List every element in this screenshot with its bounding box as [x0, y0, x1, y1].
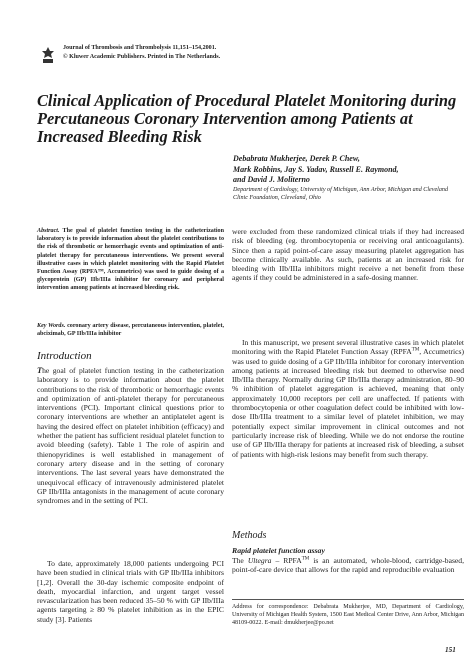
trademark-sup: TM [411, 347, 420, 353]
kluwer-logo-icon [40, 46, 56, 64]
intro-paragraph-2: To date, approximately 18,000 patients undergoing PCI have been studied in clinical trials with GP IIb/IIIa inhibitors [1,2]. Overall the 30-day ischemic composite endpoint of death, myocardial infarction, and urgent target vessel revascularization has been reduced 35–50 % with GP IIb/IIIa agents targeting ≥ 80 % platelet inhibition as in the EPIC study [3]. Patients [37, 559, 224, 624]
right-paragraph-3 [232, 556, 464, 575]
p3-text-b: – RPFA [271, 556, 302, 565]
author-line: Debabrata Mukherjee, Derek P. Chew, [233, 154, 360, 163]
intro-paragraph-1-text: he goal of platelet function testing in the catheterization laboratory is to provide information about the platelet contributions to the risk of thrombotic or hemorrhagic events and optimization of anti-platelet therapy for percutaneous interventions (PCI). Important clinical questions prior to coronary interventions are whether an antiplatelet agent is having the desired effect on platelet inhibition (efficacy) and whether the patient has sufficient residual platelet function to avoid bleeding (safety). Table 1 The role of aspirin and thienopyridines is well established in management of coronary artery disease and in the setting of coronary interventions. The last several years have demonstrated the unequivocal efficacy of intravenously administered platelet GP IIb/IIIa antagonists in the management of acute coronary syndromes and in the setting of PCI. [37, 366, 224, 506]
author-line: and David J. Moliterno [233, 175, 310, 185]
p3-text-c: is an automated, whole-blood, cartridge-based, point-of-care device that allows for the rapid and reproducible evaluation [232, 556, 464, 575]
subsection-heading: Rapid platelet function assay [232, 546, 325, 555]
author-line: Mark Robbins, Jay S. Yadav, Russell E. Raymond, [233, 164, 399, 174]
right-paragraph-2-text-b: , Accumetrics) was used to guide dosing of a GP IIb/IIIa inhibitor for coronary intervention among patients at increased bleeding risk but deemed to otherwise need IIb/IIIa therapy. Normally during GP IIb/IIIa therapy administration, 80–90 % inhibition of platelet aggregation is achieved, meaning that only approximately 10,000 receptors per cell are unaffected. If patients with thrombocytopenia or other coagulation defect could be inhibited with low-dose IIb/IIIa treatment to a similar level of platelet inhibition, we may potentially expect similar improvement in clinical outcomes and not particularly increase risk of bleeding. While we do not endorse the routine use of GP IIb/IIIa therapy for patients at increased risk of bleeding, a subset of patients with high-risk lesions may benefit from such therapy. [232, 347, 464, 459]
page-number: 151 [445, 646, 456, 654]
abstract [37, 227, 224, 293]
p3-text-a: The [232, 556, 248, 565]
right-paragraph-1: were excluded from these randomized clinical trials if they had increased risk of bleeding (eg. thrombocytopenia or receiving oral anticoagulants). Since then a rapid point-of-care assay measuring platelet aggregation has become clinically available. As such, patients at an increased risk for bleeding with IIb/IIIa inhibitors might receive a net benefit from these agents if they could be administered in a safe-dosing manner. [232, 227, 464, 283]
article-title: Clinical Application of Procedural Platelet Monitoring during Percutaneous Coronary Intervention among Patients at Increased Bleeding Risk [37, 91, 457, 146]
abstract-label: Abstract. [37, 228, 60, 234]
right-paragraph-2-text-a: In this manuscript, we present several illustrative cases in which platelet monitoring with the Rapid Platelet Function Assay (RPFA [232, 338, 464, 357]
author-list [233, 154, 463, 186]
right-paragraph-2 [232, 338, 464, 459]
intro-paragraph-1 [37, 366, 224, 505]
affiliation: Department of Cardiology, University of Michigan, Ann Arbor, Michigan and Cleveland Clinic Foundation, Cleveland, Ohio [233, 187, 449, 202]
correspondence-note: Address for correspondence: Debabrata Mukherjee, MD, Department of Cardiology, University of Michigan Health System, 1500 East Medical Center Drive, Ann Arbor, Michigan 48109-0022. E-mail: dmukherjee@po.net [232, 604, 464, 627]
introduction-heading: Introduction [37, 350, 92, 362]
keywords-label: Key Words. [37, 323, 66, 329]
methods-heading: Methods [232, 530, 267, 541]
keywords-text: coronary artery disease, percutaneous intervention, platelet, abciximab, GP IIb/IIIa inhibitor [37, 323, 224, 338]
publisher-line: © Kluwer Academic Publishers. Printed in The Netherlands. [63, 54, 221, 60]
journal-citation: Journal of Thrombosis and Thrombolysis 11,151–154,2001. [63, 45, 217, 51]
drop-cap: T [37, 366, 43, 375]
p3-italic: Ultegra [247, 556, 272, 565]
trademark-sup: TM [301, 556, 310, 562]
keywords [37, 322, 224, 338]
abstract-text: The goal of platelet function testing in the catheterization laboratory is to provide information about the platelet contributions to the risk of thrombotic or hemorrhagic events and optimization of anti-platelet therapy for percutaneous interventions. We present several illustrative cases in which platelet monitoring with the Rapid Platelet Function Assay (RPFA™, Accumetrics) was used to guide dosing of a glycoprotein (GP) IIb/IIIa inhibitor for coronary and peripheral intervention among patients at increased bleeding risk. [37, 228, 224, 292]
footnote-divider [232, 599, 464, 600]
